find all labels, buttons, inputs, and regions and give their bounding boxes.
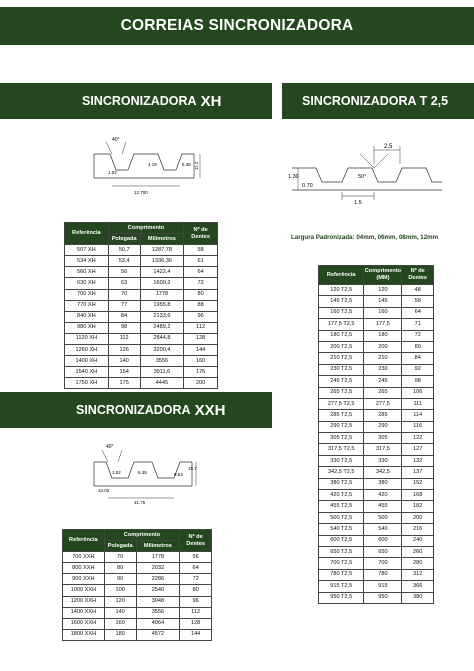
t25-table: [318, 265, 434, 604]
table-cell: 112: [108, 333, 140, 344]
t25-header-comprimento: Comprimento (MM): [364, 266, 402, 285]
table-cell: 137: [402, 467, 434, 478]
xxh-table-row: [63, 552, 212, 563]
table-cell: 240: [402, 535, 434, 546]
table-cell: 380: [364, 478, 402, 489]
table-cell: 900 XXH: [63, 574, 105, 585]
table-cell: 380: [402, 592, 434, 603]
table-cell: 455 T2,5: [319, 501, 364, 512]
table-cell: 114: [402, 410, 434, 421]
table-cell: 950: [364, 592, 402, 603]
xh-table-row: [65, 311, 218, 322]
table-cell: 106: [402, 387, 434, 398]
xh-dim-angle: 40°: [112, 137, 120, 143]
table-cell: 3048: [136, 596, 180, 607]
table-cell: 120 T2,5: [319, 285, 364, 296]
t25-width-note: Largura Padronizada: 04mm, 06mm, 08mm, 12mm: [291, 234, 439, 241]
table-cell: 265: [364, 387, 402, 398]
xh-dim-r: 1.02: [108, 170, 117, 175]
table-cell: 700 T2,5: [319, 558, 364, 569]
table-cell: 180: [104, 629, 136, 640]
table-cell: 366: [402, 581, 434, 592]
table-cell: 1287,78: [140, 245, 184, 256]
xxh-dim-angle: 40°: [106, 444, 114, 450]
t25-table-row: [319, 364, 434, 375]
t25-dim-h2: 0.70: [302, 183, 313, 189]
t25-header-ref: Referência: [319, 266, 364, 285]
table-cell: 64: [184, 267, 218, 278]
table-cell: 80: [104, 563, 136, 574]
table-cell: 1600 XXH: [63, 618, 105, 629]
table-cell: 96: [180, 596, 212, 607]
table-cell: 1600,2: [140, 278, 184, 289]
xh-header-polegada: Polegada: [108, 234, 140, 245]
table-cell: 1400 XXH: [63, 607, 105, 618]
xh-table-row: [65, 300, 218, 311]
table-cell: 71: [402, 319, 434, 330]
table-cell: 540: [364, 524, 402, 535]
table-cell: 120: [364, 285, 402, 296]
table-cell: 1422,4: [140, 267, 184, 278]
t25-table-row: [319, 387, 434, 398]
xh-header-ref: Referência: [65, 223, 109, 245]
t25-table-row: [319, 353, 434, 364]
xxh-table-row: [63, 629, 212, 640]
table-cell: 92: [402, 364, 434, 375]
xxh-table-row: [63, 596, 212, 607]
table-cell: 4445: [140, 378, 184, 389]
t25-dim-angle: 50°: [358, 174, 367, 180]
t25-table-row: [319, 592, 434, 603]
xh-header-dentes: Nº de Dentes: [184, 223, 218, 245]
t25-table-row: [319, 296, 434, 307]
t25-table-row: [319, 501, 434, 512]
table-cell: 1750 XH: [65, 378, 109, 389]
table-cell: 180: [364, 330, 402, 341]
table-cell: 145 T2,5: [319, 296, 364, 307]
table-cell: 80: [180, 585, 212, 596]
t25-table-row: [319, 490, 434, 501]
table-cell: 127: [402, 444, 434, 455]
table-cell: 780: [364, 569, 402, 580]
table-cell: 182: [402, 501, 434, 512]
table-cell: 80: [402, 341, 434, 352]
xxh-header-dentes: Nº de Dentes: [180, 530, 212, 552]
t25-table-row: [319, 319, 434, 330]
xxh-dim-h2: 9.53: [174, 472, 183, 477]
t25-table-row: [319, 433, 434, 444]
table-cell: 700 XH: [65, 289, 109, 300]
xxh-table: [62, 529, 212, 641]
table-cell: 420 T2,5: [319, 490, 364, 501]
table-cell: 56: [108, 267, 140, 278]
table-cell: 132: [402, 455, 434, 466]
table-cell: 177,5 T2,5: [319, 319, 364, 330]
xh-banner-suffix: XH: [200, 92, 222, 110]
table-cell: 122: [402, 433, 434, 444]
table-cell: 2844,8: [140, 333, 184, 344]
table-cell: 290: [364, 421, 402, 432]
table-cell: 70: [108, 289, 140, 300]
xxh-table-row: [63, 607, 212, 618]
table-cell: 63: [108, 278, 140, 289]
table-cell: 98: [402, 376, 434, 387]
table-cell: 1260 XH: [65, 345, 109, 356]
table-cell: 128: [184, 333, 218, 344]
t25-table-row: [319, 398, 434, 409]
table-cell: 285 T2,5: [319, 410, 364, 421]
table-cell: 111: [402, 398, 434, 409]
t25-table-row: [319, 421, 434, 432]
table-cell: 216: [402, 524, 434, 535]
xxh-dim-pitch: 31.75: [134, 500, 146, 505]
xxh-dim-r: 1.52: [112, 470, 121, 475]
xxh-banner-prefix: SINCRONIZADORA: [76, 403, 191, 417]
table-cell: 180 T2,5: [319, 330, 364, 341]
table-cell: 770 XH: [65, 300, 109, 311]
table-cell: 277,5 T2,5: [319, 398, 364, 409]
table-cell: 77: [108, 300, 140, 311]
table-cell: 1336,36: [140, 256, 184, 267]
xh-banner-prefix: SINCRONIZADORA: [82, 94, 197, 108]
table-cell: 915 T2,5: [319, 581, 364, 592]
table-cell: 160: [364, 307, 402, 318]
t25-table-row: [319, 410, 434, 421]
table-cell: 3556: [136, 607, 180, 618]
table-cell: 245: [364, 376, 402, 387]
table-cell: 160 T2,5: [319, 307, 364, 318]
table-cell: 342,5: [364, 467, 402, 478]
table-cell: 177,5: [364, 319, 402, 330]
t25-table-row: [319, 376, 434, 387]
t25-table-row: [319, 546, 434, 557]
xh-dim-h1: 11.2: [194, 161, 199, 170]
table-cell: 600: [364, 535, 402, 546]
table-cell: 154: [108, 367, 140, 378]
table-cell: 50,7: [108, 245, 140, 256]
table-cell: 342,5 T2,5: [319, 467, 364, 478]
table-cell: 61: [184, 256, 218, 267]
table-cell: 630 XH: [65, 278, 109, 289]
table-cell: 915: [364, 581, 402, 592]
page-title: CORREIAS SINCRONIZADORA: [120, 17, 354, 34]
table-cell: 330 T2,5: [319, 455, 364, 466]
table-cell: 175: [108, 378, 140, 389]
table-cell: 305 T2,5: [319, 433, 364, 444]
xh-section-banner: [0, 83, 272, 119]
xh-table-row: [65, 356, 218, 367]
table-cell: 317,5 T2,5: [319, 444, 364, 455]
xh-table-row: [65, 333, 218, 344]
xh-table-row: [65, 367, 218, 378]
table-cell: 312: [402, 569, 434, 580]
table-cell: 380 T2,5: [319, 478, 364, 489]
table-cell: 90: [104, 574, 136, 585]
xxh-header-milimetros: Milímetros: [136, 541, 180, 552]
table-cell: 507 XH: [65, 245, 109, 256]
t25-table-row: [319, 558, 434, 569]
t25-table-row: [319, 444, 434, 455]
table-cell: 285: [364, 410, 402, 421]
table-cell: 500 T2,5: [319, 512, 364, 523]
table-cell: 3200,4: [140, 345, 184, 356]
xxh-table-row: [63, 563, 212, 574]
xh-table-row: [65, 345, 218, 356]
t25-table-row: [319, 512, 434, 523]
table-cell: 70: [104, 552, 136, 563]
table-cell: 80: [184, 289, 218, 300]
table-cell: 210 T2,5: [319, 353, 364, 364]
t25-table-row: [319, 285, 434, 296]
table-cell: 144: [180, 629, 212, 640]
table-cell: 4572: [136, 629, 180, 640]
table-cell: 200: [402, 512, 434, 523]
table-cell: 265 T2,5: [319, 387, 364, 398]
table-cell: 144: [184, 345, 218, 356]
t25-table-row: [319, 341, 434, 352]
table-cell: 120: [104, 596, 136, 607]
table-cell: 53,4: [108, 256, 140, 267]
table-cell: 500: [364, 512, 402, 523]
table-cell: 980 XH: [65, 322, 109, 333]
table-cell: 330: [364, 455, 402, 466]
table-cell: 2489,2: [140, 322, 184, 333]
xh-table-row: [65, 256, 218, 267]
table-cell: 800 XXH: [63, 563, 105, 574]
table-cell: 140: [104, 607, 136, 618]
table-cell: 98: [108, 322, 140, 333]
table-cell: 72: [402, 330, 434, 341]
xxh-header-ref: Referência: [63, 530, 105, 552]
table-cell: 1800 XXH: [63, 629, 105, 640]
table-cell: 1778: [140, 289, 184, 300]
xh-table-row: [65, 289, 218, 300]
table-cell: 3556: [140, 356, 184, 367]
t25-table-row: [319, 581, 434, 592]
table-cell: 128: [180, 618, 212, 629]
table-cell: 534 XH: [65, 256, 109, 267]
xh-profile-diagram: [88, 134, 208, 202]
table-cell: 64: [402, 307, 434, 318]
xxh-header-polegada: Polegada: [104, 541, 136, 552]
xh-header-comprimento: Comprimento: [108, 223, 184, 234]
table-cell: 56: [180, 552, 212, 563]
table-cell: 600 T2,5: [319, 535, 364, 546]
table-cell: 210: [364, 353, 402, 364]
t25-dim-h1: 1.30: [288, 174, 299, 180]
table-cell: 176: [184, 367, 218, 378]
table-cell: 200: [364, 341, 402, 352]
xxh-dim-h1: 15.7: [188, 466, 197, 471]
table-cell: 950 T2,5: [319, 592, 364, 603]
table-cell: 1000 XXH: [63, 585, 105, 596]
table-cell: 230 T2,5: [319, 364, 364, 375]
xh-table-row: [65, 378, 218, 389]
table-cell: 1955,8: [140, 300, 184, 311]
table-cell: 650: [364, 546, 402, 557]
t25-header-dentes: Nº de Dentes: [402, 266, 434, 285]
t25-table-row: [319, 524, 434, 535]
t25-dim-pitch: 2.5: [384, 144, 393, 150]
xh-table-row: [65, 267, 218, 278]
t25-section-banner: [282, 83, 474, 119]
table-cell: 200 T2,5: [319, 341, 364, 352]
xxh-table-row: [63, 585, 212, 596]
table-cell: 455: [364, 501, 402, 512]
page-title-banner: [0, 7, 474, 45]
t25-table-row: [319, 467, 434, 478]
table-cell: 84: [108, 311, 140, 322]
table-cell: 160: [104, 618, 136, 629]
xxh-table-row: [63, 574, 212, 585]
xh-table: [64, 222, 218, 389]
xh-header-milimetros: Milímetros: [140, 234, 184, 245]
table-cell: 58: [402, 296, 434, 307]
xh-dim-w: 4.19: [148, 162, 157, 167]
xh-table-row: [65, 278, 218, 289]
xxh-section-banner: [0, 392, 272, 428]
table-cell: 260: [402, 546, 434, 557]
t25-table-row: [319, 535, 434, 546]
xxh-banner-suffix: XXH: [194, 401, 226, 419]
t25-table-row: [319, 455, 434, 466]
table-cell: 780 T2,5: [319, 569, 364, 580]
t25-profile-diagram: [288, 140, 444, 208]
table-cell: 2032: [136, 563, 180, 574]
t25-banner-title: SINCRONIZADORA T 2,5: [302, 94, 449, 108]
table-cell: 650 T2,5: [319, 546, 364, 557]
table-cell: 305: [364, 433, 402, 444]
t25-table-row: [319, 307, 434, 318]
table-cell: 560 XH: [65, 267, 109, 278]
xxh-header-comprimento: Comprimento: [104, 530, 180, 541]
table-cell: 2133,6: [140, 311, 184, 322]
table-cell: 112: [180, 607, 212, 618]
table-cell: 290 T2,5: [319, 421, 364, 432]
t25-table-row: [319, 478, 434, 489]
table-cell: 700: [364, 558, 402, 569]
table-cell: 168: [402, 490, 434, 501]
table-cell: 116: [402, 421, 434, 432]
table-cell: 317,5: [364, 444, 402, 455]
t25-table-row: [319, 330, 434, 341]
table-cell: 72: [180, 574, 212, 585]
table-cell: 3911,6: [140, 367, 184, 378]
table-cell: 126: [108, 345, 140, 356]
table-cell: 700 XXH: [63, 552, 105, 563]
xh-dim-pitch: 12.700: [134, 190, 148, 195]
table-cell: 200: [184, 378, 218, 389]
table-cell: 1120 XH: [65, 333, 109, 344]
table-cell: 84: [402, 353, 434, 364]
table-cell: 145: [364, 296, 402, 307]
table-cell: 1400 XH: [65, 356, 109, 367]
table-cell: 280: [402, 558, 434, 569]
table-cell: 230: [364, 364, 402, 375]
table-cell: 245 T2,5: [319, 376, 364, 387]
xh-table-row: [65, 245, 218, 256]
table-cell: 96: [184, 311, 218, 322]
table-cell: 420: [364, 490, 402, 501]
t25-dim-width: 1.5: [354, 200, 362, 206]
table-cell: 1778: [136, 552, 180, 563]
table-cell: 58: [184, 245, 218, 256]
table-cell: 48: [402, 285, 434, 296]
table-cell: 112: [184, 322, 218, 333]
table-cell: 140: [108, 356, 140, 367]
table-cell: 152: [402, 478, 434, 489]
table-cell: 72: [184, 278, 218, 289]
xh-table-row: [65, 322, 218, 333]
table-cell: 2286: [136, 574, 180, 585]
xxh-dim-w: 6.35: [138, 470, 147, 475]
t25-table-row: [319, 569, 434, 580]
table-cell: 160: [184, 356, 218, 367]
table-cell: 100: [104, 585, 136, 596]
table-cell: 540 T2,5: [319, 524, 364, 535]
table-cell: 277,5: [364, 398, 402, 409]
xxh-dim-base: 10.02: [98, 488, 110, 493]
table-cell: 64: [180, 563, 212, 574]
table-cell: 88: [184, 300, 218, 311]
table-cell: 840 XH: [65, 311, 109, 322]
xxh-profile-diagram: [88, 440, 200, 508]
table-cell: 4064: [136, 618, 180, 629]
xxh-table-row: [63, 618, 212, 629]
table-cell: 1200 XXH: [63, 596, 105, 607]
table-cell: 2540: [136, 585, 180, 596]
table-cell: 1540 XH: [65, 367, 109, 378]
xh-dim-h2: 6.35: [182, 162, 191, 167]
